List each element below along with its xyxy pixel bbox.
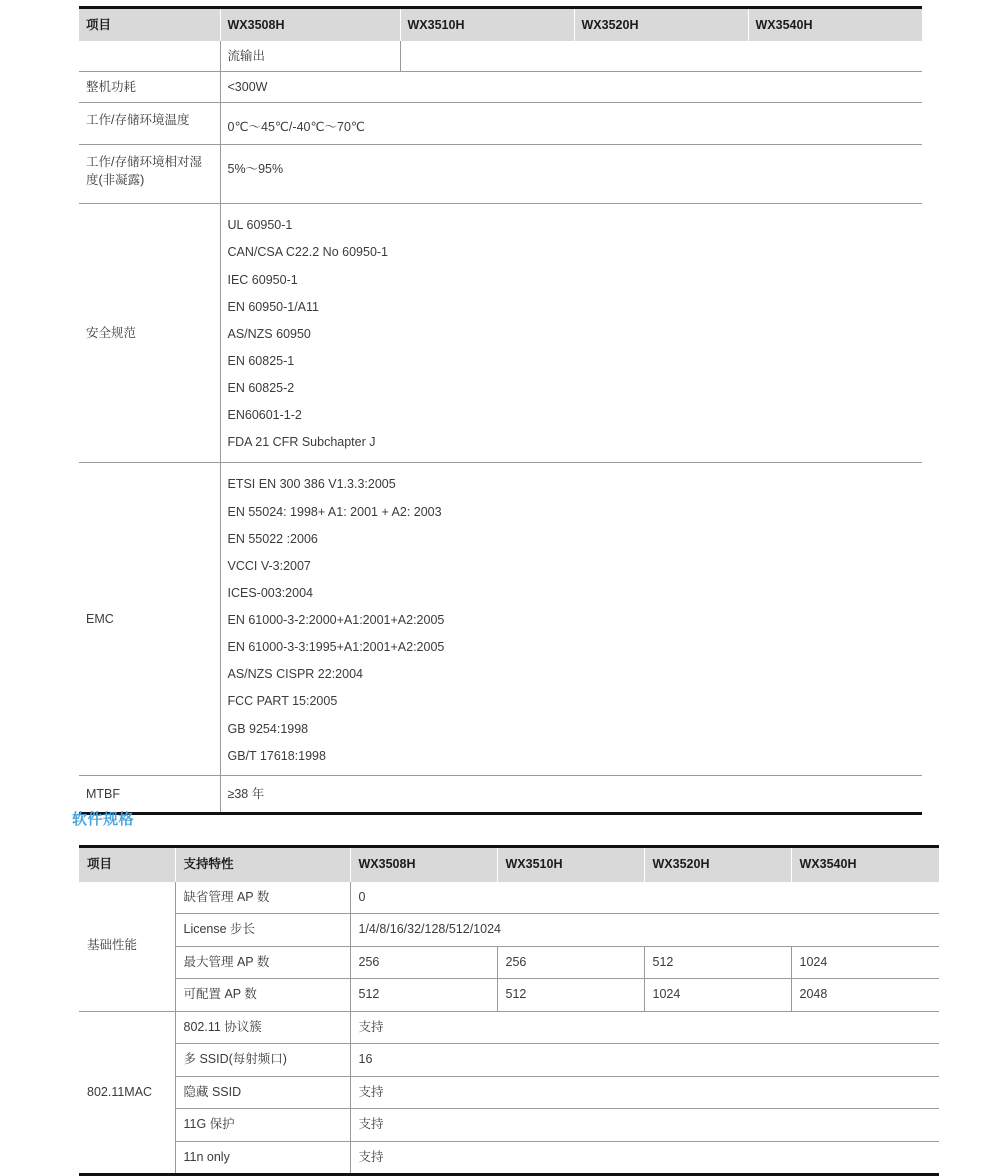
column-header-wx3510h: WX3510H: [497, 847, 644, 882]
feature-label: 多 SSID(每射频口): [175, 1044, 350, 1077]
table-row: [79, 776, 922, 814]
table-row: [79, 1011, 939, 1044]
table-row: [79, 1141, 939, 1175]
feature-label: 缺省管理 AP 数: [175, 882, 350, 914]
list-item: CAN/CSA C22.2 No 60950-1: [227, 245, 389, 260]
feature-value: 1024: [644, 979, 791, 1012]
feature-value: 512: [350, 979, 497, 1012]
column-header-wx3520h: WX3520H: [644, 847, 791, 882]
table-row: [79, 1109, 939, 1142]
row-label: 安全规范: [79, 203, 220, 462]
list-item: IEC 60950-1: [227, 272, 298, 287]
section-heading-software-spec: 软件规格: [72, 811, 135, 828]
feature-value: 1024: [791, 946, 939, 979]
list-item: EN 55022 :2006: [227, 531, 318, 546]
table-row: [79, 1076, 939, 1109]
row-value: ≥38 年: [220, 776, 922, 814]
row-label: EMC: [79, 462, 220, 775]
column-header-wx3540h: WX3540H: [791, 847, 939, 882]
list-item: AS/NZS 60950: [227, 326, 311, 341]
column-header-wx3520h: WX3520H: [574, 8, 748, 42]
column-header-wx3508h: WX3508H: [220, 8, 400, 42]
feature-value: 支持: [350, 1011, 939, 1044]
table-row: [79, 72, 922, 103]
list-item: EN 60825-2: [227, 381, 295, 395]
column-header-wx3508h: WX3508H: [350, 847, 497, 882]
list-item: VCCI V-3:2007: [227, 558, 311, 573]
table-row: [79, 946, 939, 979]
list-item: EN 55024: 1998+ A1: 2001 + A2: 2003: [227, 504, 442, 519]
feature-label: 11n only: [175, 1141, 350, 1175]
list-item: UL 60950-1: [227, 218, 293, 233]
row-value: 流输出: [220, 41, 400, 72]
feature-label: 802.11 协议簇: [175, 1011, 350, 1044]
feature-value: 256: [497, 946, 644, 979]
row-value-list: [220, 462, 922, 775]
feature-value: 256: [350, 946, 497, 979]
column-header-wx3510h: WX3510H: [400, 8, 574, 42]
feature-value: 1/4/8/16/32/128/512/1024: [350, 914, 939, 947]
list-item: ETSI EN 300 386 V1.3.3:2005: [227, 477, 396, 492]
row-value-empty-1: [400, 41, 574, 72]
row-label: 工作/存储环境温度: [79, 103, 220, 144]
list-item: FCC PART 15:2005: [227, 694, 338, 709]
table-row: [79, 203, 922, 462]
feature-label: 最大管理 AP 数: [175, 946, 350, 979]
table-header-row: [79, 847, 939, 882]
feature-value: 支持: [350, 1141, 939, 1175]
column-header-item: 项目: [79, 847, 175, 882]
table-row: [79, 41, 922, 72]
row-label: 工作/存储环境相对湿度(非凝露): [79, 144, 220, 203]
list-item: GB/T 17618:1998: [227, 748, 326, 763]
column-header-wx3540h: WX3540H: [748, 8, 922, 42]
feature-value: 0: [350, 882, 939, 914]
row-value: <300W: [220, 72, 922, 103]
list-item: GB 9254:1998: [227, 721, 309, 736]
table-header-row: [79, 8, 922, 42]
column-header-item: 项目: [79, 8, 220, 42]
list-item: EN 60825-1: [227, 353, 295, 368]
table-row: [79, 103, 922, 144]
feature-value: 支持: [350, 1076, 939, 1109]
feature-label: 可配置 AP 数: [175, 979, 350, 1012]
list-item: EN 61000-3-3:1995+A1:2001+A2:2005: [227, 640, 445, 655]
group-label-802-11-mac: 802.11MAC: [79, 1011, 175, 1175]
table-row: [79, 144, 922, 203]
list-item: EN 61000-3-2:2000+A1:2001+A2:2005: [227, 613, 445, 627]
feature-label: 11G 保护: [175, 1109, 350, 1142]
feature-value: 512: [497, 979, 644, 1012]
table-row: [79, 914, 939, 947]
row-label: MTBF: [79, 776, 220, 814]
feature-value: 支持: [350, 1109, 939, 1142]
feature-value: 16: [350, 1044, 939, 1077]
row-value-empty-3: [748, 41, 922, 72]
row-label: [79, 41, 220, 72]
row-value: 5%～95%: [220, 144, 922, 203]
list-item: FDA 21 CFR Subchapter J: [227, 435, 376, 450]
row-value: 0℃～45℃/-40℃～70℃: [220, 103, 922, 144]
column-header-feature: 支持特性: [175, 847, 350, 882]
table-row: [79, 462, 922, 775]
row-label: 整机功耗: [79, 72, 220, 103]
table-row: [79, 882, 939, 914]
table-row: [79, 1044, 939, 1077]
software-spec-table: [79, 845, 939, 1176]
hardware-spec-table: [79, 6, 922, 815]
list-item: AS/NZS CISPR 22:2004: [227, 667, 363, 682]
feature-label: 隐藏 SSID: [175, 1076, 350, 1109]
group-label-basic-performance: 基础性能: [87, 938, 138, 953]
row-value-list: [220, 203, 922, 462]
feature-value: 512: [644, 946, 791, 979]
feature-label: License 步长: [175, 914, 350, 947]
table-row: [79, 979, 939, 1012]
row-value-empty-2: [574, 41, 748, 72]
list-item: ICES-003:2004: [227, 585, 313, 600]
feature-value: 2048: [791, 979, 939, 1012]
list-item: EN 60950-1/A11: [227, 299, 319, 314]
list-item: EN60601-1-2: [227, 408, 302, 423]
